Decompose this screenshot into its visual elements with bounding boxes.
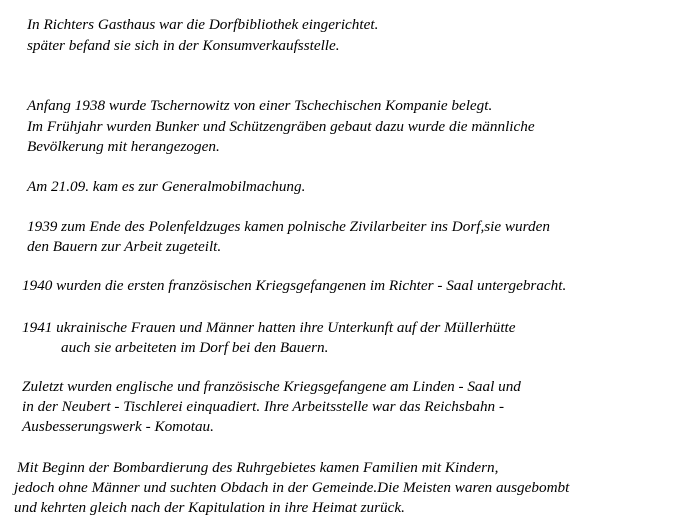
text-line: den Bauern zur Arbeit zugeteilt. xyxy=(27,238,222,255)
text-line: Am 21.09. kam es zur Generalmobilmachung. xyxy=(27,178,306,195)
text-line: Mit Beginn der Bombardierung des Ruhrgebietes kamen Familien mit Kindern, xyxy=(17,459,499,476)
text-line: und kehrten gleich nach der Kapitulation in ihre Heimat zurück. xyxy=(14,499,405,516)
text-line: Zuletzt wurden englische und französische Kriegsgefangene am Linden - Saal und xyxy=(22,378,521,395)
text-line: in der Neubert - Tischlerei einquadiert. Ihre Arbeitsstelle war das Reichsbahn - xyxy=(22,398,505,415)
text-line: später befand sie sich in der Konsumverkaufsstelle. xyxy=(27,37,340,54)
text-line: Im Frühjahr wurden Bunker und Schützengräben gebaut dazu wurde die männliche xyxy=(27,118,535,135)
text-line: 1940 wurden die ersten französischen Kriegsgefangenen im Richter - Saal untergebracht. xyxy=(22,277,567,294)
text-line: jedoch ohne Männer und suchten Obdach in der Gemeinde.Die Meisten waren ausgebombt xyxy=(14,479,570,496)
text-line: 1939 zum Ende des Polenfeldzuges kamen polnische Zivilarbeiter ins Dorf,sie wurden xyxy=(27,218,550,235)
text-line: Ausbesserungswerk - Komotau. xyxy=(22,418,214,435)
text-line: In Richters Gasthaus war die Dorfbibliothek eingerichtet. xyxy=(27,16,379,33)
text-line: Bevölkerung mit herangezogen. xyxy=(27,138,220,155)
text-line: auch sie arbeiteten im Dorf bei den Bauern. xyxy=(61,339,329,356)
text-line: Anfang 1938 wurde Tschernowitz von einer Tschechischen Kompanie belegt. xyxy=(27,97,493,114)
text-line: 1941 ukrainische Frauen und Männer hatten ihre Unterkunft auf der Müllerhütte xyxy=(22,319,516,336)
